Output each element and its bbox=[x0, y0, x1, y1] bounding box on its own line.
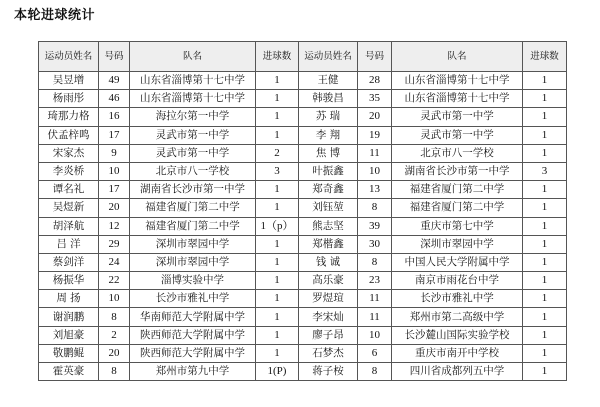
left-player-name: 杨雨彤 bbox=[39, 90, 99, 108]
left-player-name: 霍英豪 bbox=[39, 363, 99, 381]
left-player-number: 16 bbox=[99, 108, 130, 126]
right-player-number: 6 bbox=[358, 344, 392, 362]
right-team-name: 山东省淄博第十七中学 bbox=[392, 90, 523, 108]
right-player-number: 23 bbox=[358, 272, 392, 290]
left-player-name: 吕 洋 bbox=[39, 235, 99, 253]
left-player-name: 琦那力格 bbox=[39, 108, 99, 126]
right-player-number: 8 bbox=[358, 363, 392, 381]
right-player-name: 王健 bbox=[299, 72, 358, 90]
left-player-name: 杨振华 bbox=[39, 272, 99, 290]
left-goal-count: 1 bbox=[256, 344, 299, 362]
right-player-number: 28 bbox=[358, 72, 392, 90]
table-row bbox=[39, 144, 567, 162]
left-player-number: 10 bbox=[99, 290, 130, 308]
header-goals: 进球数 bbox=[256, 42, 299, 72]
left-player-number: 17 bbox=[99, 181, 130, 199]
table-row bbox=[39, 308, 567, 326]
header-name: 运动员姓名 bbox=[39, 42, 99, 72]
right-player-number: 13 bbox=[358, 181, 392, 199]
right-player-name: 韩骏昌 bbox=[299, 90, 358, 108]
left-goal-count: 1 bbox=[256, 326, 299, 344]
right-player-name: 廖子昂 bbox=[299, 326, 358, 344]
left-team-name: 福建省厦门第二中学 bbox=[130, 199, 256, 217]
right-team-name: 重庆市南开中学校 bbox=[392, 344, 523, 362]
left-goal-count: 1（p） bbox=[256, 217, 299, 235]
left-player-name: 谢润鹏 bbox=[39, 308, 99, 326]
right-goal-count: 1 bbox=[523, 290, 567, 308]
left-team-name: 华南师范大学附属中学 bbox=[130, 308, 256, 326]
right-goal-count: 1 bbox=[523, 217, 567, 235]
left-player-name: 吴煜新 bbox=[39, 199, 99, 217]
header-team: 队名 bbox=[130, 42, 256, 72]
left-goal-count: 1 bbox=[256, 308, 299, 326]
right-player-name: 熊志坚 bbox=[299, 217, 358, 235]
right-player-name: 高乐豪 bbox=[299, 272, 358, 290]
right-team-name: 山东省淄博第十七中学 bbox=[392, 72, 523, 90]
right-goal-count: 1 bbox=[523, 144, 567, 162]
table-row bbox=[39, 108, 567, 126]
right-goal-count: 1 bbox=[523, 126, 567, 144]
right-team-name: 四川省成都列五中学 bbox=[392, 363, 523, 381]
left-player-number: 29 bbox=[99, 235, 130, 253]
right-team-name: 郑州市第二高级中学 bbox=[392, 308, 523, 326]
left-player-name: 刘旭豪 bbox=[39, 326, 99, 344]
right-player-number: 10 bbox=[358, 326, 392, 344]
table-row bbox=[39, 344, 567, 362]
left-player-name: 周 扬 bbox=[39, 290, 99, 308]
right-goal-count: 1 bbox=[523, 308, 567, 326]
table-row bbox=[39, 290, 567, 308]
left-player-number: 10 bbox=[99, 162, 130, 180]
left-goal-count: 3 bbox=[256, 162, 299, 180]
right-player-number: 10 bbox=[358, 162, 392, 180]
left-team-name: 淄博实验中学 bbox=[130, 272, 256, 290]
right-goal-count: 1 bbox=[523, 344, 567, 362]
table-row bbox=[39, 162, 567, 180]
left-player-name: 蔡剑洋 bbox=[39, 253, 99, 271]
right-player-number: 35 bbox=[358, 90, 392, 108]
left-team-name: 山东省淄博第十七中学 bbox=[130, 90, 256, 108]
left-team-name: 湖南省长沙市第一中学 bbox=[130, 181, 256, 199]
right-player-name: 李宋灿 bbox=[299, 308, 358, 326]
right-player-number: 11 bbox=[358, 290, 392, 308]
right-player-number: 20 bbox=[358, 108, 392, 126]
right-team-name: 灵武市第一中学 bbox=[392, 108, 523, 126]
right-goal-count: 1 bbox=[523, 253, 567, 271]
left-player-name: 胡泽航 bbox=[39, 217, 99, 235]
right-player-name: 石梦杰 bbox=[299, 344, 358, 362]
left-goal-count: 1 bbox=[256, 235, 299, 253]
left-player-number: 2 bbox=[99, 326, 130, 344]
right-player-name: 蒋子桉 bbox=[299, 363, 358, 381]
right-goal-count: 1 bbox=[523, 181, 567, 199]
left-team-name: 山东省淄博第十七中学 bbox=[130, 72, 256, 90]
right-player-name: 苏 瑞 bbox=[299, 108, 358, 126]
left-goal-count: 1 bbox=[256, 108, 299, 126]
left-player-number: 20 bbox=[99, 344, 130, 362]
left-team-name: 海拉尔第一中学 bbox=[130, 108, 256, 126]
left-goal-count: 1 bbox=[256, 199, 299, 217]
right-goal-count: 1 bbox=[523, 199, 567, 217]
right-player-number: 8 bbox=[358, 199, 392, 217]
table-row bbox=[39, 272, 567, 290]
left-goal-count: 1 bbox=[256, 272, 299, 290]
table-row bbox=[39, 326, 567, 344]
left-team-name: 北京市八一学校 bbox=[130, 162, 256, 180]
left-player-number: 8 bbox=[99, 363, 130, 381]
left-team-name: 灵武市第一中学 bbox=[130, 144, 256, 162]
right-goal-count: 1 bbox=[523, 326, 567, 344]
right-goal-count: 1 bbox=[523, 272, 567, 290]
right-goal-count: 1 bbox=[523, 72, 567, 90]
right-player-name: 郑楷鑫 bbox=[299, 235, 358, 253]
right-player-number: 8 bbox=[358, 253, 392, 271]
left-player-name: 宋家杰 bbox=[39, 144, 99, 162]
right-goal-count: 3 bbox=[523, 162, 567, 180]
right-player-name: 刘钰堃 bbox=[299, 199, 358, 217]
left-team-name: 陕西师范大学附属中学 bbox=[130, 326, 256, 344]
right-goal-count: 1 bbox=[523, 235, 567, 253]
right-goal-count: 1 bbox=[523, 108, 567, 126]
left-goal-count: 1 bbox=[256, 253, 299, 271]
table-row bbox=[39, 253, 567, 271]
left-player-name: 李炎桥 bbox=[39, 162, 99, 180]
left-goal-count: 1 bbox=[256, 72, 299, 90]
goal-stats-table bbox=[38, 41, 567, 381]
right-team-name: 长沙麓山国际实验学校 bbox=[392, 326, 523, 344]
table-header-row bbox=[39, 42, 567, 72]
left-player-number: 9 bbox=[99, 144, 130, 162]
left-player-number: 12 bbox=[99, 217, 130, 235]
left-team-name: 灵武市第一中学 bbox=[130, 126, 256, 144]
right-player-name: 罗煜瑄 bbox=[299, 290, 358, 308]
left-team-name: 深圳市翠园中学 bbox=[130, 253, 256, 271]
header-team-2: 队名 bbox=[392, 42, 523, 72]
table-row bbox=[39, 90, 567, 108]
left-player-name: 吴昱增 bbox=[39, 72, 99, 90]
right-player-name: 李 翔 bbox=[299, 126, 358, 144]
right-team-name: 深圳市翠园中学 bbox=[392, 235, 523, 253]
right-goal-count: 1 bbox=[523, 363, 567, 381]
right-player-number: 39 bbox=[358, 217, 392, 235]
right-player-name: 郑奇鑫 bbox=[299, 181, 358, 199]
header-number: 号码 bbox=[99, 42, 130, 72]
left-player-name: 谭名礼 bbox=[39, 181, 99, 199]
table-row bbox=[39, 199, 567, 217]
right-player-number: 11 bbox=[358, 308, 392, 326]
right-team-name: 灵武市第一中学 bbox=[392, 126, 523, 144]
table-row bbox=[39, 126, 567, 144]
section-title: 本轮进球统计 bbox=[14, 8, 96, 23]
left-goal-count: 1 bbox=[256, 290, 299, 308]
left-player-number: 8 bbox=[99, 308, 130, 326]
left-player-number: 17 bbox=[99, 126, 130, 144]
right-team-name: 福建省厦门第二中学 bbox=[392, 199, 523, 217]
left-player-number: 22 bbox=[99, 272, 130, 290]
table-row bbox=[39, 72, 567, 90]
left-goal-count: 1 bbox=[256, 90, 299, 108]
left-team-name: 深圳市翠园中学 bbox=[130, 235, 256, 253]
left-player-number: 24 bbox=[99, 253, 130, 271]
left-goal-count: 1 bbox=[256, 181, 299, 199]
right-team-name: 长沙市雅礼中学 bbox=[392, 290, 523, 308]
left-goal-count: 2 bbox=[256, 144, 299, 162]
left-player-number: 49 bbox=[99, 72, 130, 90]
left-team-name: 福建省厦门第二中学 bbox=[130, 217, 256, 235]
right-player-number: 19 bbox=[358, 126, 392, 144]
right-player-name: 钱 诚 bbox=[299, 253, 358, 271]
right-goal-count: 1 bbox=[523, 90, 567, 108]
header-goals-2: 进球数 bbox=[523, 42, 567, 72]
right-player-number: 30 bbox=[358, 235, 392, 253]
left-player-name: 伏孟梓鸣 bbox=[39, 126, 99, 144]
left-player-name: 敬鹏鲲 bbox=[39, 344, 99, 362]
header-number-2: 号码 bbox=[358, 42, 392, 72]
table-row bbox=[39, 181, 567, 199]
right-player-number: 11 bbox=[358, 144, 392, 162]
right-team-name: 中国人民大学附属中学 bbox=[392, 253, 523, 271]
left-player-number: 46 bbox=[99, 90, 130, 108]
left-team-name: 郑州市第九中学 bbox=[130, 363, 256, 381]
right-team-name: 南京市雨花台中学 bbox=[392, 272, 523, 290]
right-team-name: 福建省厦门第二中学 bbox=[392, 181, 523, 199]
left-team-name: 陕西师范大学附属中学 bbox=[130, 344, 256, 362]
right-team-name: 重庆市第七中学 bbox=[392, 217, 523, 235]
right-player-name: 焦 博 bbox=[299, 144, 358, 162]
right-team-name: 湖南省长沙市第一中学 bbox=[392, 162, 523, 180]
left-player-number: 20 bbox=[99, 199, 130, 217]
left-goal-count: 1(P) bbox=[256, 363, 299, 381]
table-row bbox=[39, 235, 567, 253]
table-row bbox=[39, 363, 567, 381]
left-team-name: 长沙市雅礼中学 bbox=[130, 290, 256, 308]
table-row bbox=[39, 217, 567, 235]
right-player-name: 叶振鑫 bbox=[299, 162, 358, 180]
right-team-name: 北京市八一学校 bbox=[392, 144, 523, 162]
left-goal-count: 1 bbox=[256, 126, 299, 144]
header-name-2: 运动员姓名 bbox=[299, 42, 358, 72]
